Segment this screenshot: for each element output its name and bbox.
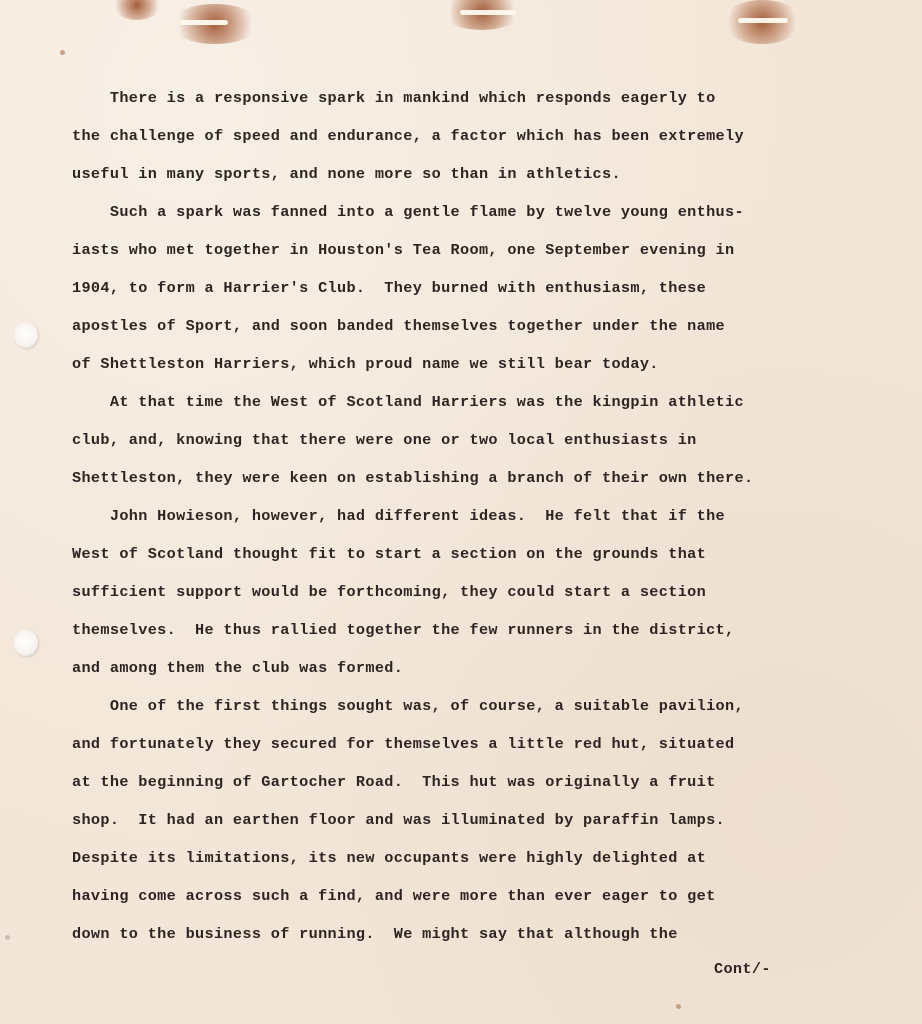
text-line: club, and, knowing that there were one or two local enthusiasts in <box>72 431 697 449</box>
pin-hole <box>738 18 788 23</box>
punch-hole <box>14 630 38 656</box>
text-line: iasts who met together in Houston's Tea Room, one September evening in <box>72 241 735 259</box>
text-line: shop. It had an earthen floor and was illuminated by paraffin lamps. <box>72 811 726 829</box>
text-line: apostles of Sport, and soon banded themselves together under the name <box>72 317 726 335</box>
text-line: and fortunately they secured for themselves a little red hut, situated <box>72 735 735 753</box>
text-line: and among them the club was formed. <box>72 659 404 677</box>
text-line: sufficient support would be forthcoming, they could start a section <box>72 583 707 601</box>
pin-hole <box>460 10 516 15</box>
text-line: down to the business of running. We might say that although the <box>72 925 678 943</box>
text-line: having come across such a find, and were more than ever eager to get <box>72 887 716 905</box>
text-line: West of Scotland thought fit to start a section on the grounds that <box>72 545 707 563</box>
text-line: There is a responsive spark in mankind which responds eagerly to <box>72 89 716 107</box>
rust-stain <box>112 0 162 20</box>
text-line: at the beginning of Gartocher Road. This hut was originally a fruit <box>72 773 716 791</box>
text-line: 1904, to form a Harrier's Club. They burned with enthusiasm, these <box>72 279 707 297</box>
text-line: themselves. He thus rallied together the few runners in the district, <box>72 621 735 639</box>
text-line: the challenge of speed and endurance, a factor which has been extremely <box>72 127 744 145</box>
paper-speck <box>5 935 10 940</box>
text-line: useful in many sports, and none more so than in athletics. <box>72 165 621 183</box>
text-line: of Shettleston Harriers, which proud name we still bear today. <box>72 355 659 373</box>
text-line: Despite its limitations, its new occupants were highly delighted at <box>72 849 707 867</box>
paper-speck <box>60 50 65 55</box>
paper-speck <box>676 1004 681 1009</box>
text-line: At that time the West of Scotland Harriers was the kingpin athletic <box>72 393 744 411</box>
text-line: One of the first things sought was, of course, a suitable pavilion, <box>72 697 744 715</box>
pin-hole <box>180 20 228 25</box>
text-line: John Howieson, however, had different ideas. He felt that if the <box>72 507 726 525</box>
rust-stain <box>442 0 522 30</box>
punch-hole <box>14 322 38 348</box>
text-line: Such a spark was fanned into a gentle flame by twelve young enthus- <box>72 203 744 221</box>
text-line: Shettleston, they were keen on establishing a branch of their own there. <box>72 469 754 487</box>
continuation-mark: Cont/- <box>714 960 771 978</box>
